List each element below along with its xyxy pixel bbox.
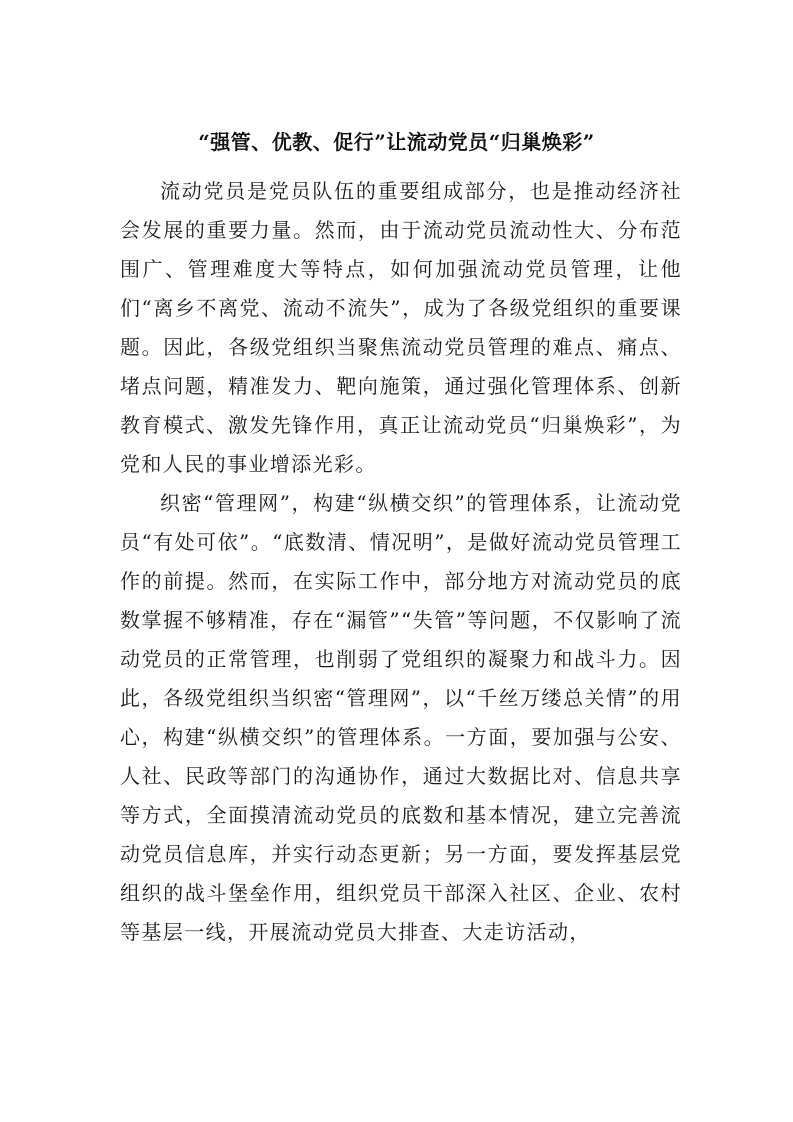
paragraph-intro: 流动党员是党员队伍的重要组成部分，也是推动经济社会发展的重要力量。然而，由于流动党员流动性大、分布范围广、管理难度大等特点，如何加强流动党员管理，让他们“离乡不离党、流动不流失”，成为了各级党组织的重要课题。因此，各级党组织当聚焦流动党员管理的难点、痛点、堵点问题，精准发力、靶向施策，通过强化管理体系、创新教育模式、激发先锋作用，真正让流动党员“归巢焕彩”，为党和人民的事业增添光彩。 [120,179,682,476]
document-title: “强管、优教、促行”让流动党员“归巢焕彩” [198,130,595,154]
document-body [120,172,682,952]
paragraph-management-network: 织密“管理网”，构建“纵横交织”的管理体系，让流动党员“有处可依”。“底数清、情况明”，是做好流动党员管理工作的前提。然而，在实际工作中，部分地方对流动党员的底数掌握不够精准，存在“漏管”“失管”等问题，不仅影响了流动党员的正常管理，也削弱了党组织的凝聚力和战斗力。因此，各级党组织当织密“管理网”，以“千丝万缕总关情”的用心，构建“纵横交织”的管理体系。一方面，要加强与公安、人社、民政等部门的沟通协作，通过大数据比对、信息共享等方式，全面摸清流动党员的底数和基本情况，建立完善流动党员信息库，并实行动态更新；另一方面，要发挥基层党组织的战斗堡垒作用，组织党员干部深入社区、企业、农村等基层一线，开展流动党员大排查、大走访活动， [120,491,682,944]
